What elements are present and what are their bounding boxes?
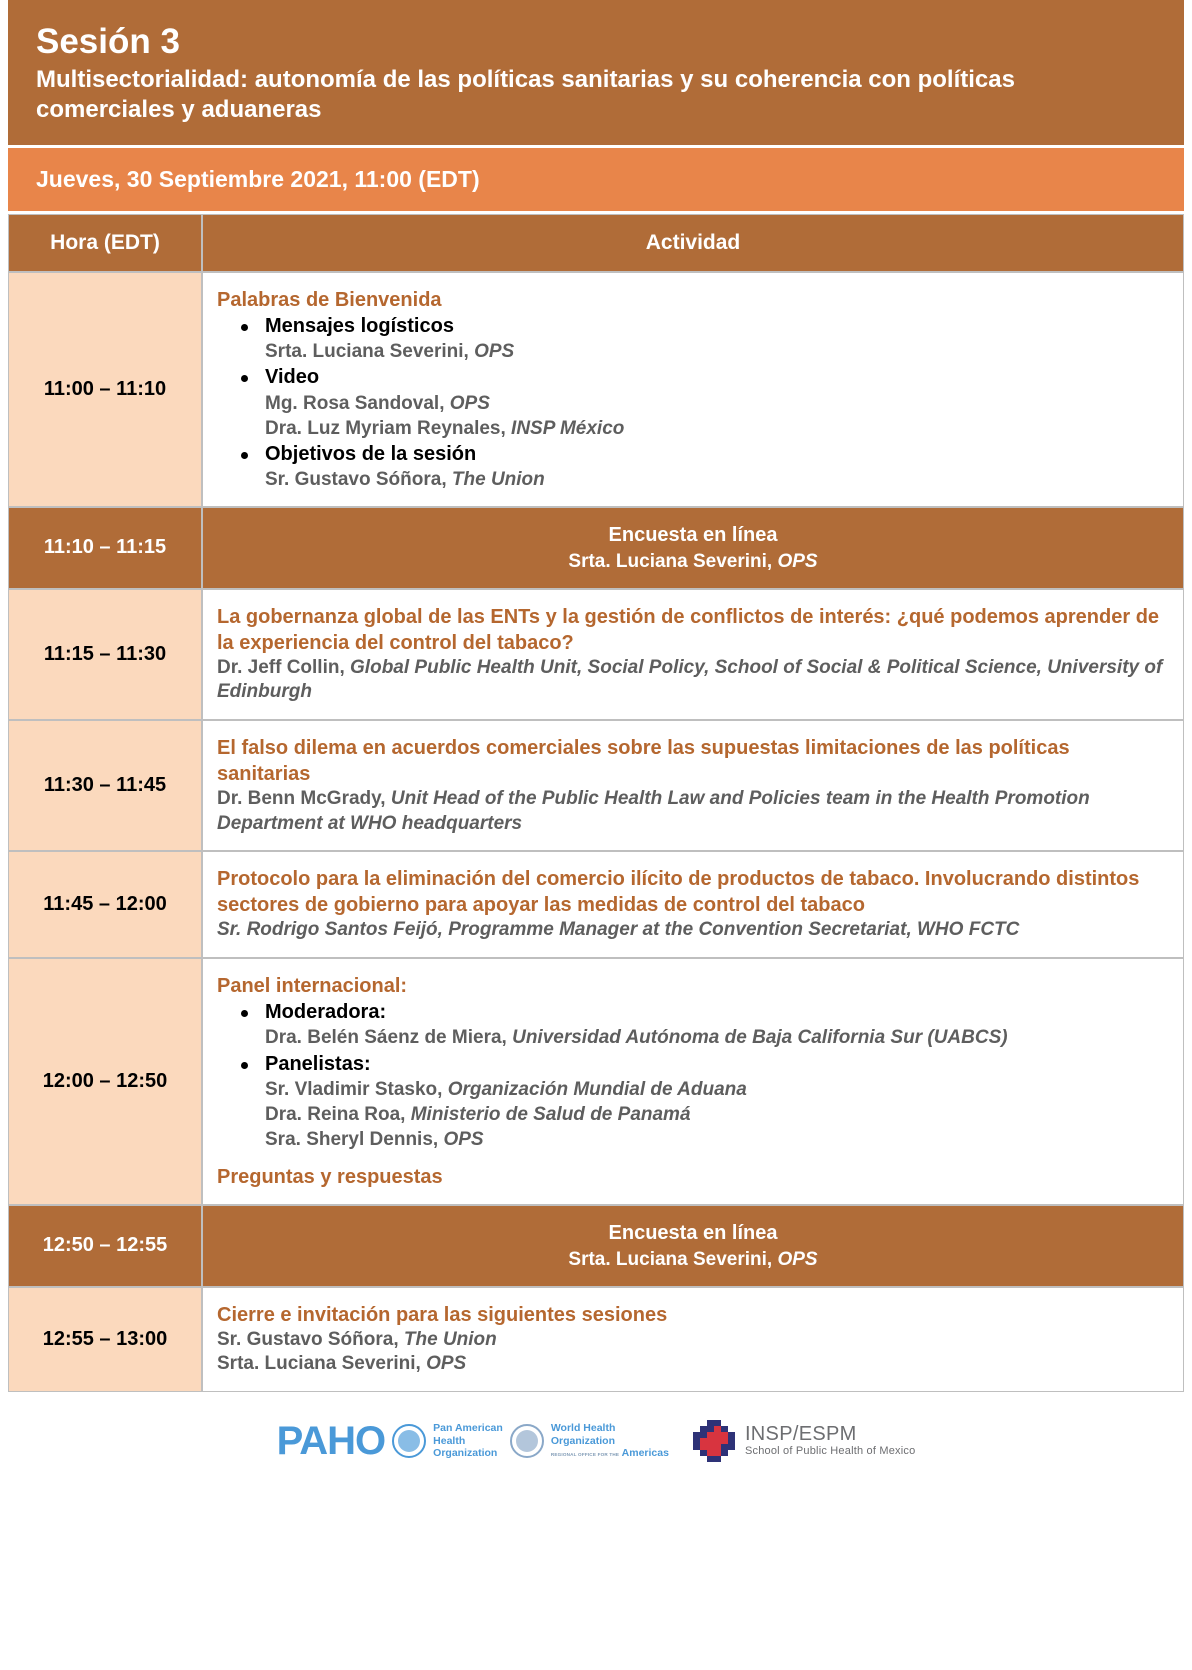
table-row — [8, 272, 1184, 507]
paho-logo — [276, 1419, 669, 1464]
person-org: Ministerio de Salud de Panamá — [410, 1104, 691, 1126]
list-item — [265, 999, 1167, 1050]
bullet-person — [265, 416, 1167, 441]
row-activity — [202, 272, 1184, 507]
bullet-person — [265, 1025, 1167, 1050]
person-org: OPS — [777, 550, 818, 572]
person-org: The Union — [451, 469, 545, 491]
person-name: Srta. Luciana Severini, — [568, 1248, 773, 1270]
activity-title: El falso dilema en acuerdos comerciales sobre las supuestas limitaciones de las políticas sanitarias — [217, 737, 1070, 786]
person-name: Sr. Rodrigo Santos Feijó, — [217, 919, 443, 941]
who-emblem-icon — [510, 1424, 544, 1458]
bullet-person — [265, 391, 1167, 416]
person-org: OPS — [474, 341, 515, 363]
list-item — [265, 313, 1167, 364]
table-header-row — [8, 214, 1184, 272]
person-name: Sr. Gustavo Sóñora, — [265, 469, 447, 491]
table-row — [8, 851, 1184, 958]
who-americas-text: Americas — [621, 1447, 669, 1460]
row-time: 11:45 – 12:00 — [8, 851, 202, 958]
session-date-band: Jueves, 30 Septiembre 2021, 11:00 (EDT) — [8, 145, 1184, 211]
person-org: Unit Head of the Public Health Law and Policies team in the Health Promotion Department at WHO headquarters — [217, 788, 1090, 834]
row-activity — [202, 507, 1184, 588]
row-activity — [202, 1205, 1184, 1286]
who-org-line-1: World Health — [550, 1422, 616, 1435]
row-activity — [202, 720, 1184, 851]
paho-org-line-2: Health — [433, 1434, 466, 1447]
table-row — [8, 507, 1184, 588]
activity-speaker — [217, 656, 1167, 705]
person-org: Programme Manager at the Convention Secretariat, WHO FCTC — [448, 919, 1020, 941]
paho-org-line-3: Organization — [433, 1447, 498, 1460]
person-name: Dr. Jeff Collin, — [217, 656, 345, 678]
person-org: INSP México — [511, 417, 625, 439]
paho-globe-icon — [392, 1424, 426, 1458]
paho-org-name — [433, 1422, 503, 1459]
person-name: Dra. Luz Myriam Reynales, — [265, 417, 506, 439]
column-header-activity: Actividad — [202, 214, 1184, 272]
paho-org-line-1: Pan American — [433, 1422, 503, 1435]
bullet-person — [265, 467, 1167, 492]
activity-bullet-list — [217, 313, 1167, 492]
who-org-name — [551, 1422, 669, 1459]
activity-title: La gobernanza global de las ENTs y la gestión de conflictos de interés: ¿qué podemos aprender de la experiencia del control del tabaco? — [217, 605, 1160, 654]
row-time: 12:00 – 12:50 — [8, 958, 202, 1205]
table-row — [8, 720, 1184, 851]
bullet-person — [265, 1127, 1167, 1152]
row-time: 12:50 – 12:55 — [8, 1205, 202, 1286]
row-activity — [202, 589, 1184, 720]
table-row — [8, 958, 1184, 1205]
person-org: OPS — [426, 1353, 467, 1375]
insp-text-block — [745, 1424, 915, 1458]
person-org: The Union — [403, 1328, 497, 1350]
activity-speaker — [219, 1247, 1167, 1272]
person-org: OPS — [777, 1248, 818, 1270]
insp-tagline: School of Public Health of Mexico — [744, 1444, 916, 1457]
bullet-person — [265, 339, 1167, 364]
session-subtitle: Multisectorialidad: autonomía de las políticas sanitarias y su coherencia con políticas comerciales y aduaneras — [36, 66, 1015, 123]
table-row — [8, 1205, 1184, 1286]
bullet-label: Video — [265, 366, 320, 389]
person-org: Universidad Autónoma de Baja California Sur (UABCS) — [512, 1027, 1008, 1049]
bullet-label: Panelistas: — [265, 1052, 371, 1075]
activity-speaker — [217, 1328, 1167, 1353]
spacer — [217, 1152, 1167, 1164]
list-item — [265, 364, 1167, 441]
person-name: Dr. Benn McGrady, — [217, 788, 386, 810]
agenda-table — [8, 214, 1184, 1392]
paho-wordmark: PAHO — [276, 1419, 386, 1464]
person-name: Srta. Luciana Severini, — [217, 1353, 421, 1375]
column-header-time: Hora (EDT) — [8, 214, 202, 272]
row-activity — [202, 1287, 1184, 1392]
activity-title: Palabras de Bienvenida — [217, 288, 442, 311]
table-row — [8, 589, 1184, 720]
activity-title: Cierre e invitación para las siguientes sesiones — [217, 1303, 668, 1326]
row-time: 11:00 – 11:10 — [8, 272, 202, 507]
activity-title: Encuesta en línea — [608, 1222, 778, 1245]
row-time: 11:10 – 11:15 — [8, 507, 202, 588]
activity-bullet-list — [217, 999, 1167, 1152]
person-name: Srta. Luciana Severini, — [568, 550, 773, 572]
person-name: Srta. Luciana Severini, — [265, 341, 469, 363]
bullet-person — [265, 1102, 1167, 1127]
row-activity — [202, 851, 1184, 958]
agenda-table-body — [8, 272, 1184, 1392]
person-org: OPS — [449, 392, 490, 414]
row-activity — [202, 958, 1184, 1205]
insp-logo — [691, 1418, 915, 1464]
bullet-label: Objetivos de la sesión — [265, 442, 477, 465]
activity-speaker — [217, 787, 1167, 836]
person-name: Sr. Gustavo Sóñora, — [217, 1328, 399, 1350]
activity-speaker — [217, 918, 1167, 943]
activity-title: Protocolo para la eliminación del comercio ilícito de productos de tabaco. Involucrando distintos sectores de gobierno para apoyar las medidas de control del tabaco — [217, 868, 1140, 917]
bullet-label: Mensajes logísticos — [265, 314, 454, 337]
session-title: Sesión 3 — [36, 22, 180, 61]
row-time: 11:30 – 11:45 — [8, 720, 202, 851]
activity-speaker — [219, 549, 1167, 574]
list-item — [265, 1051, 1167, 1153]
row-time: 12:55 – 13:00 — [8, 1287, 202, 1392]
insp-pixel-mark-icon — [691, 1418, 737, 1464]
activity-footer-title: Preguntas y respuestas — [217, 1166, 443, 1189]
bullet-label: Moderadora: — [265, 1001, 387, 1024]
person-org: Organización Mundial de Aduana — [447, 1078, 747, 1100]
row-time: 11:15 – 11:30 — [8, 589, 202, 720]
activity-title: Encuesta en línea — [608, 524, 778, 547]
person-name: Mg. Rosa Sandoval, — [265, 392, 445, 414]
person-name: Dra. Belén Sáenz de Miera, — [265, 1027, 507, 1049]
person-org: Global Public Health Unit, Social Policy, School of Social & Political Science, University of Edinburgh — [217, 656, 1163, 703]
who-org-line-3 — [551, 1447, 669, 1459]
activity-title: Panel internacional: — [217, 975, 408, 998]
person-org: OPS — [443, 1129, 484, 1151]
footer-logos — [8, 1418, 1184, 1464]
who-org-line-2: Organization — [550, 1434, 615, 1447]
list-item — [265, 441, 1167, 492]
table-row — [8, 1287, 1184, 1392]
bullet-person — [265, 1077, 1167, 1102]
activity-speaker — [217, 1352, 1167, 1377]
who-regional-office-text: REGIONAL OFFICE FOR THE — [550, 1452, 620, 1458]
person-name: Sra. Sheryl Dennis, — [265, 1129, 439, 1151]
person-name: Dra. Reina Roa, — [265, 1104, 406, 1126]
insp-name: INSP/ESPM — [744, 1422, 857, 1445]
header-title-band — [8, 0, 1184, 145]
person-name: Sr. Vladimir Stasko, — [265, 1078, 443, 1100]
